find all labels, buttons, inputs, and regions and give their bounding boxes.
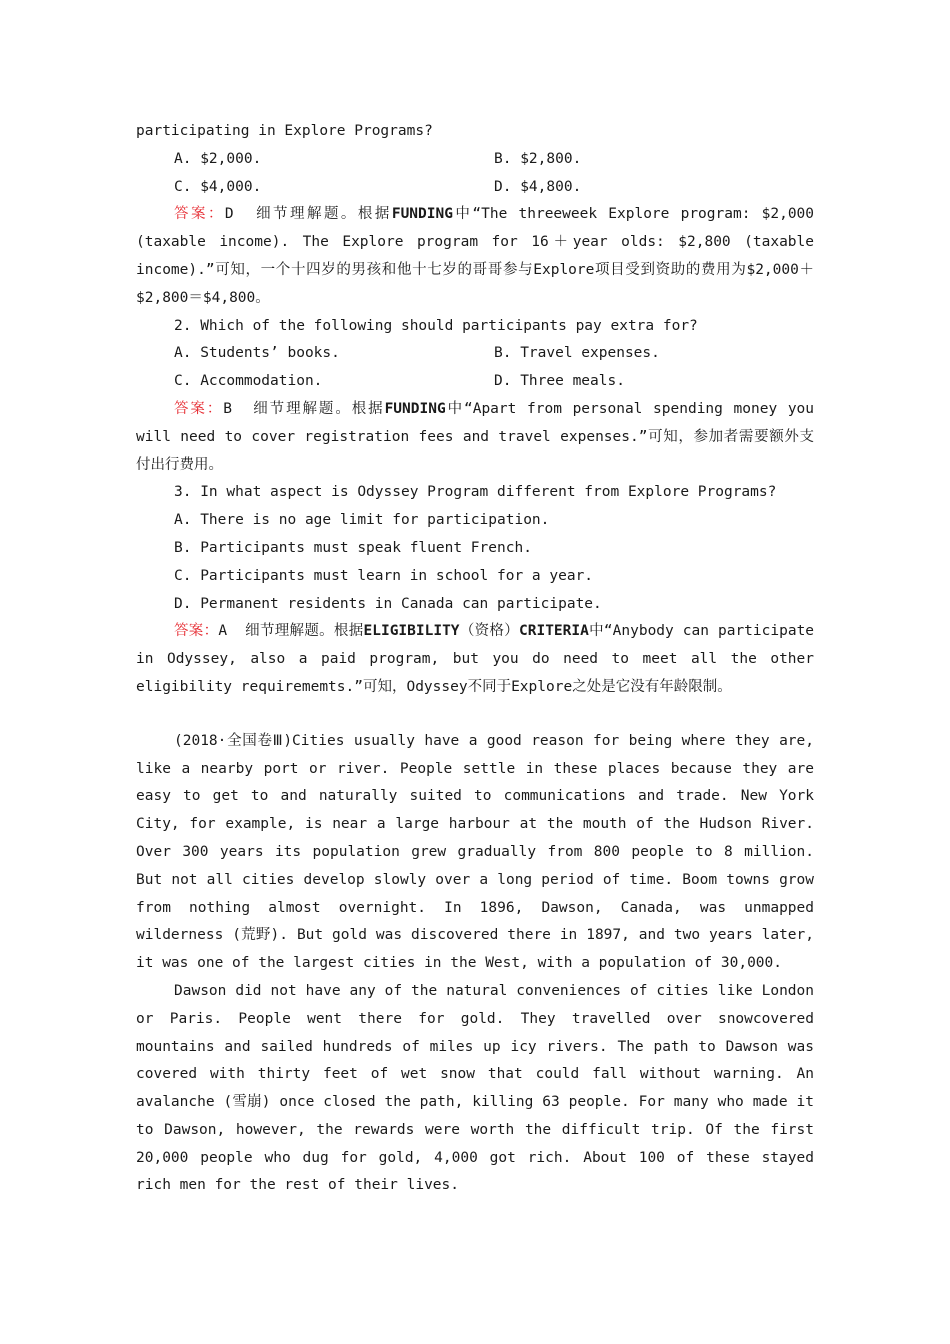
q3-option-b: B. Participants must speak fluent French. (174, 539, 532, 556)
q3-keyword-cn: （资格） (459, 623, 519, 640)
q2-option-c: C. Accommodation. (174, 373, 323, 390)
q2-answer-type: 细节理解题。根据 (253, 400, 385, 417)
q2-stem: 2. Which of the following should participants pay extra for? (174, 317, 698, 334)
q1-option-c: C. $4,000. (174, 178, 262, 195)
q3-keyword-2: CRITERIA (519, 623, 589, 640)
q2-keyword: FUNDING (384, 400, 446, 417)
q1-options-row-2 (136, 174, 814, 202)
q3-answer-label: 答案： (174, 623, 219, 640)
document-body (136, 118, 814, 1200)
q1-option-b: B. $2,800. (494, 150, 582, 167)
q2-option-d: D. Three meals. (494, 373, 625, 390)
passage-paragraph-2: Dawson did not have any of the natural conveniences of cities like London or Paris. People went there for gold. They travelled over snowcovered mountains and sailed hundreds of miles up icy rivers. The path to Dawson was covered with thirty feet of wet snow that could fall without warning. An avalanche (雪崩) once closed the path, killing 63 people. For many who made it to Dawson, however, the rewards were worth the difficult trip. Of the first 20,000 people who dug for gold, 4,000 got rich. About 100 of these stayed rich men for the rest of their lives. (136, 982, 814, 1194)
section-gap (136, 702, 814, 728)
q2-options-row-2 (136, 368, 814, 396)
q2-option-b: B. Travel expenses. (494, 345, 660, 362)
q2-answer (136, 396, 814, 479)
q3-option-a: A. There is no age limit for participation. (174, 512, 550, 529)
q1-keyword: FUNDING (391, 206, 453, 223)
q1-stem-tail: participating in Explore Programs? (136, 123, 433, 139)
q2-answer-key: B (223, 400, 232, 417)
q2-options-row-1 (136, 340, 814, 368)
passage-paragraph-1: (2018·全国卷Ⅲ)Cities usually have a good reason for being where they are, like a nearby port or river. People settle in these places because they are easy to get to and naturally suited to communications and trade. New York City, for example, is near a large harbour at the mouth of the Hudson River. Over 300 years its population grew gradually from 800 people to 8 million. But not all cities develop slowly over a long period of time. Boom towns grow from nothing almost overnight. In 1896, Dawson, Canada, was unmapped wilderness (荒野). But gold was discovered there in 1897, and two years later, it was one of the largest cities in the West, with a population of 30,000. (136, 732, 814, 972)
q3-explanation: 中“Anybody can participate in Odyssey, also a paid program, but you do need to meet all the other eligibility requirememts.”可知，Odyssey不同于Explore之处是它没有年龄限制。 (136, 623, 815, 695)
q2-option-a: A. Students’ books. (174, 345, 340, 362)
q1-answer-type: 细节理解题。根据 (256, 206, 392, 223)
q3-answer-key: A (218, 623, 228, 640)
q3-keyword-1: ELIGIBILITY (363, 623, 460, 640)
q2-answer-label: 答案： (174, 400, 224, 417)
q3-answer-type: 细节理解题。根据 (245, 623, 364, 640)
q1-options-row-1 (136, 146, 814, 174)
q1-option-a: A. $2,000. (174, 150, 262, 167)
q3-option-d: D. Permanent residents in Canada can participate. (174, 595, 602, 612)
q1-option-d: D. $4,800. (494, 178, 582, 195)
q1-answer (136, 201, 814, 312)
q1-explanation: 中“The threeweek Explore program: $2,000 (taxable income). The Explore program for 16＋year olds: $2,800 (taxable income).”可知，一个十四岁的男孩和他十七岁的哥哥参与Explore项目受到资助的费用为$2,000＋$2,800＝$4,800。 (136, 206, 815, 306)
q3-answer (136, 618, 814, 701)
q1-answer-key: D (224, 206, 234, 223)
q3-stem: 3. In what aspect is Odyssey Program different from Explore Programs? (174, 484, 777, 501)
q2-explanation: 中“Apart from personal spending money you will need to cover registration fees and travel expenses.”可知，参加者需要额外支付出行费用。 (136, 400, 815, 473)
q3-option-c: C. Participants must learn in school for a year. (174, 567, 594, 584)
q1-answer-label: 答案： (174, 206, 225, 223)
